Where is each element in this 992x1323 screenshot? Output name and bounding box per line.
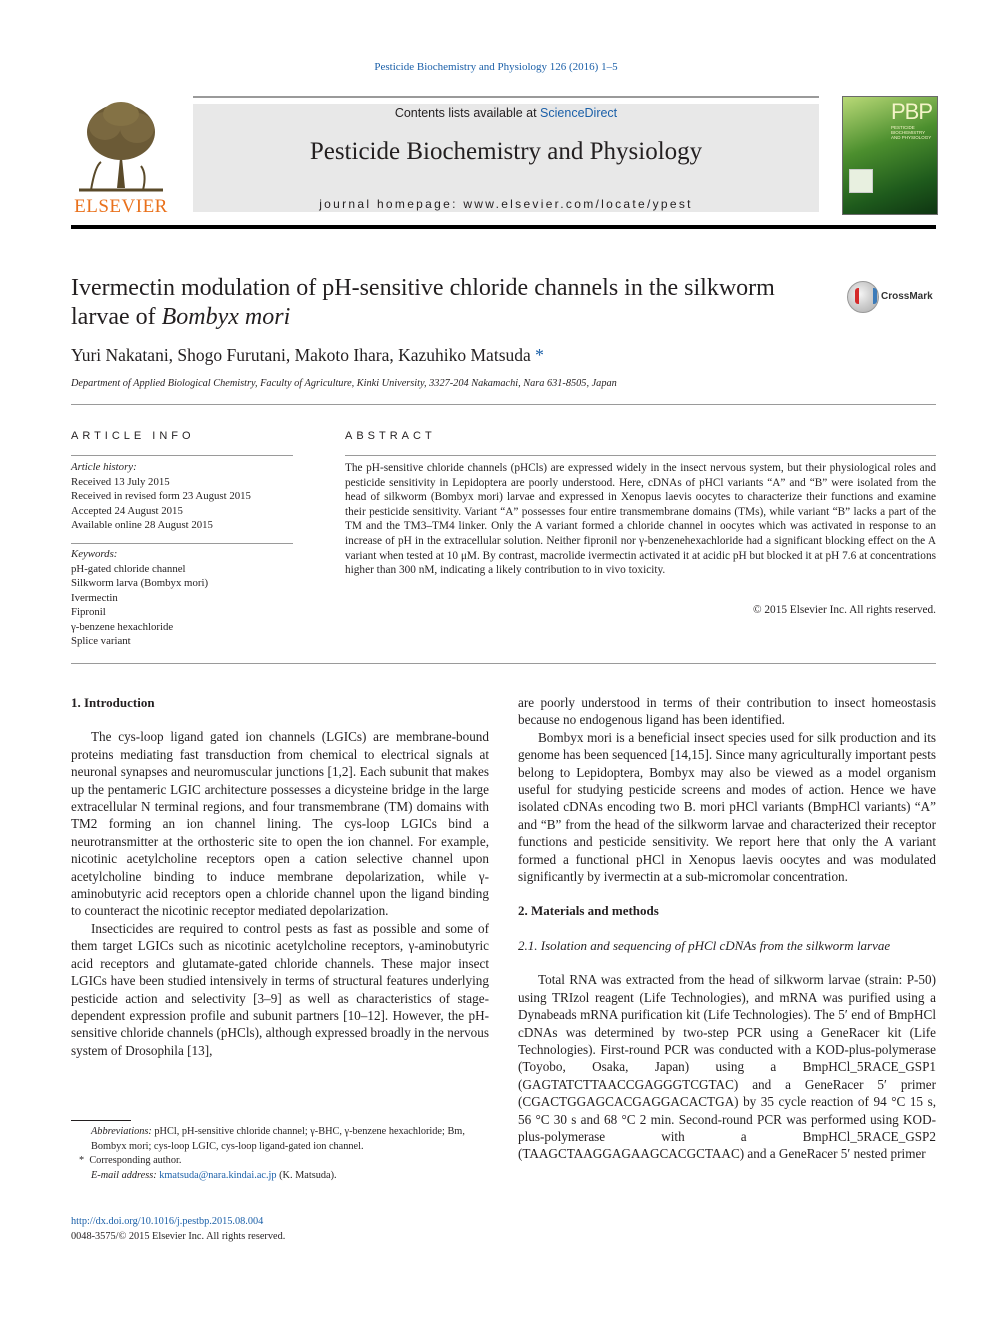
history-label: Article history: xyxy=(71,461,137,473)
authors-text: Yuri Nakatani, Shogo Furutani, Makoto Ihara, Kazuhiko Matsuda xyxy=(71,345,531,365)
email-link[interactable]: kmatsuda@nara.kindai.ac.jp xyxy=(159,1169,277,1181)
keyword-item: pH-gated chloride channel xyxy=(71,562,186,575)
abstract-text: The pH-sensitive chloride channels (pHCls) are expressed widely in the insect nervous system, but their physiological roles and pesticide sensitivity in Lepidoptera are poorly understood. Here, cDNAs of pHCl variants “A” and “B” were isolated from the head of silkworm (Bombyx mori) larvae and expressed in Xenopus laevis oocytes to characterize their functions and examine their pesticide sensitivity. Variant “A” possesses four entire transmembrane domains (TMs), while variant “B” lacks a part of the TM and the TM3–TM4 linker. Only the A variant formed a chloride channel in oocytes which was activated in response to an increase of pH in the extracellular solution. Neither fipronil nor γ-benzenehexachloride had a significant blocking effect on the A variant when tested at 10 μM. By contrast, macrolide ivermectin activated it at acidic pH but blocked it at pH 7.6 at concentrations higher than 300 nM, indicating a likely contribution to in vivo toxicity. xyxy=(345,462,936,577)
journal-cover-image xyxy=(842,96,938,215)
header-rule xyxy=(71,225,936,229)
abbrev-text: pHCl, pH-sensitive chloride channel; γ-BHC, γ-benzene hexachloride; Bm, Bombyx mori; cys-loop LGIC, cys-loop ligand-gated ion channel. xyxy=(91,1126,465,1152)
footnotes xyxy=(71,1125,489,1183)
email-label: E-mail address: xyxy=(91,1169,157,1181)
elsevier-logo: ELSEVIER xyxy=(74,196,168,217)
title-text: Ivermectin modulation of pH-sensitive chloride channels in the silkworm larvae of xyxy=(71,275,775,330)
cover-subtitle: PESTICIDE BIOCHEMISTRY AND PHYSIOLOGY xyxy=(891,125,932,140)
journal-name: Pesticide Biochemistry and Physiology xyxy=(309,138,703,165)
contents-available xyxy=(193,106,819,120)
intro-paragraph-continued: are poorly understood in terms of their contribution to insect homeostasis because no endogenous ligand has been identified. xyxy=(518,695,936,728)
crossmark-label[interactable]: CrossMark xyxy=(881,291,933,302)
author-list xyxy=(71,345,544,366)
keywords-rule xyxy=(71,543,293,544)
intro-paragraph-1: The cys-loop ligand gated ion channels (LGICs) are membrane-bound proteins mediating fast transduction from chemical to electrical signals at neuronal synapses and neuromuscular junctions [1,2]. Each subunit that makes up the pentameric LGIC architecture possesses a dicysteine bridge in the large extracellular N terminal regions, and four transmembrane (TM) domains with TM2 forming an ion channel lining. The cys-loop LGICs bind a neurotransmitter at the orthosteric site to open the ion channel. For example, nicotinic acetylcholine receptors open a cation selective channel upon acetylcholine binding to induce membrane depolarization, while γ-aminobutyric acid receptors open a chloride channel upon the ligand binding to counteract the nicotinic receptor mediated depolarization. xyxy=(71,729,489,919)
keyword-item: Silkworm larva (Bombyx mori) xyxy=(71,577,209,589)
cover-thumbnail xyxy=(849,169,873,193)
body-column-right xyxy=(518,694,936,1163)
affiliation-rule xyxy=(71,404,936,405)
email-footnote xyxy=(71,1169,489,1184)
abbreviations-footnote xyxy=(71,1125,489,1154)
header-top-rule xyxy=(193,96,819,98)
contents-prefix: Contents lists available at xyxy=(394,106,541,120)
affiliation: Department of Applied Biological Chemistry, Faculty of Agriculture, Kinki University, 3327-204 Nakamachi, Nara 631-8505, Japan xyxy=(71,378,617,389)
subsection-2-1-heading: 2.1. Isolation and sequencing of pHCl cDNAs from the silkworm larvae xyxy=(518,937,891,953)
corresponding-text: Corresponding author. xyxy=(89,1155,182,1166)
title-species: Bombyx mori xyxy=(161,304,291,330)
intro-paragraph-3: Bombyx mori is a beneficial insect species used for silk production and its genome has been sequenced [14,15]. Since many agriculturally important pests belong to Lepidoptera, Bombyx may also be viewed as a model organism useful for studying pesticide screens and modes of action. Hence we have isolated cDNAs encoding two B. mori pHCl variants (BmpHCl variants) “A” and “B” from the head of the silkworm larvae and characterized their receptor functions and pesticide sensitivity. We report here that only the A variant formed a functional pHCl in Xenopus laevis oocytes and was modulated significantly by ivermectin at a sub-micromolar concentration. xyxy=(518,729,936,885)
article-history xyxy=(71,460,293,533)
methods-paragraph-1: Total RNA was extracted from the head of silkworm larvae (strain: P-50) using TRIzol reagent (Life Technologies), and mRNA was purified using a Dynabeads mRNA purification kit (Life Technologies). The 5′ end of BmpHCl cDNAs was determined by two-step PCR using a GeneRacer kit (Life Technologies). First-round PCR was conducted with a KOD-plus-polymerase (Toyobo, Osaka, Japan) using a BmpHCl_5RACE_GSP1 (GAGTATCTTAACCGAGGGTCGTAC) and a GeneRacer 5′ primer (CGACTGGAGCACGAGGACACTGA) by 35 cycle reaction of 94 °C 15 s, 56 °C 30 s and 68 °C 2 min. Second-round PCR was performed using KOD-plus-polymerase with a BmpHCl_5RACE_GSP2 (TAAGCTAAGGAGAAGCACGCTAAC) and a GeneRacer 5′ nested primer xyxy=(518,972,936,1162)
email-suffix: (K. Matsuda). xyxy=(279,1169,337,1181)
corresponding-star[interactable]: * xyxy=(535,345,544,365)
crossmark-icon[interactable] xyxy=(847,281,879,313)
abstract-heading: ABSTRACT xyxy=(345,430,436,442)
doi-block xyxy=(71,1215,285,1244)
journal-homepage[interactable]: journal homepage: www.elsevier.com/locate/ypest xyxy=(319,197,693,211)
abstract-bottom-rule xyxy=(71,663,936,664)
intro-paragraph-2: Insecticides are required to control pests as fast as possible and some of them target LGICs such as nicotinic acetylcholine receptors, γ-aminobutyric acid receptors and glutamate-gated chloride channels. These major insect LGICs have been studied intensively in terms of structural features underlying pesticide action and selectivity [3–9] as well as characteristics of stage-dependent expression profile and subunit partners [10–12]. However, the pH-sensitive chloride channels (pHCls), although expressed broadly in the nervous system of Drosophila [13], xyxy=(71,920,489,1058)
keyword-item: Ivermectin xyxy=(71,591,118,604)
section-introduction-heading: 1. Introduction xyxy=(71,695,155,710)
cover-abbrev: PBP xyxy=(891,99,933,124)
footnote-rule xyxy=(71,1120,131,1121)
issn-copyright: 0048-3575/© 2015 Elsevier Inc. All rights reserved. xyxy=(71,1230,286,1242)
article-info-heading: ARTICLE INFO xyxy=(71,430,195,442)
abbrev-label: Abbreviations: xyxy=(91,1126,152,1137)
body-column-left xyxy=(71,694,489,1059)
history-revised: Received in revised form 23 August 2015 xyxy=(71,490,251,502)
keyword-item: Fipronil xyxy=(71,606,106,618)
doi-link[interactable]: http://dx.doi.org/10.1016/j.pestbp.2015.08.004 xyxy=(71,1216,264,1227)
keyword-item: γ-benzene hexachloride xyxy=(71,620,174,633)
sciencedirect-link[interactable]: ScienceDirect xyxy=(540,106,618,120)
section-methods-heading: 2. Materials and methods xyxy=(518,903,659,919)
article-title xyxy=(71,274,831,332)
keywords-label: Keywords: xyxy=(71,548,118,560)
history-accepted: Accepted 24 August 2015 xyxy=(71,504,183,517)
abstract-rule xyxy=(345,455,936,456)
corresponding-footnote xyxy=(71,1154,489,1169)
footnote-star: * xyxy=(79,1155,85,1166)
abstract-copyright: © 2015 Elsevier Inc. All rights reserved. xyxy=(752,604,936,616)
article-info-rule xyxy=(71,455,293,456)
journal-citation[interactable]: Pesticide Biochemistry and Physiology 126 (2016) 1–5 xyxy=(374,61,618,73)
keywords-block xyxy=(71,547,293,649)
history-received: Received 13 July 2015 xyxy=(71,475,170,488)
keyword-item: Splice variant xyxy=(71,635,131,647)
history-online: Available online 28 August 2015 xyxy=(71,519,213,531)
